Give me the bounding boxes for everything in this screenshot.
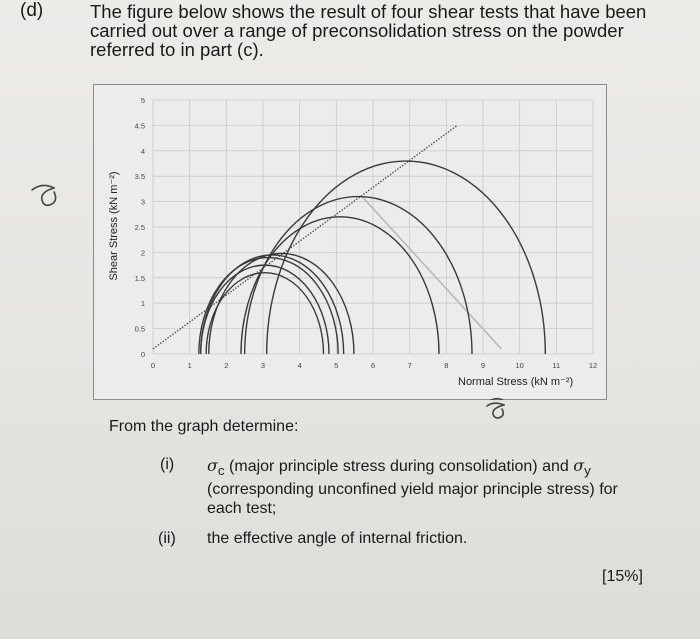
- x-tick-label: 6: [370, 361, 376, 370]
- x-tick-label: 10: [515, 361, 524, 370]
- y-tick-label: 1: [140, 299, 145, 309]
- x-tick-label: 9: [480, 361, 486, 370]
- y-tick-label: 5: [140, 96, 145, 105]
- chart-frame: [94, 85, 607, 400]
- sigma-c-symbol: σ: [207, 456, 218, 475]
- x-tick-label: 0: [150, 361, 156, 370]
- x-tick-label: 2: [224, 361, 229, 370]
- y-tick-label: 3: [140, 197, 145, 207]
- chart-svg: [93, 84, 607, 400]
- question-part-label: (d): [20, 0, 44, 21]
- subpart-i-number: (i): [160, 456, 175, 473]
- subpart-i-text-2: (corresponding unconfined yield major principle stress) for each test;: [207, 481, 618, 518]
- x-tick-label: 7: [407, 361, 412, 370]
- x-tick-label: 8: [444, 361, 449, 370]
- handwritten-sigma-axis-mark: [484, 400, 510, 427]
- x-tick-label: 5: [334, 361, 339, 370]
- subpart-i-text: [207, 456, 647, 518]
- sigma-c-subscript: c: [217, 463, 225, 479]
- x-tick-label: 12: [588, 361, 598, 370]
- sigma-y-symbol: σ: [573, 456, 585, 475]
- x-tick-label: 4: [297, 361, 302, 370]
- y-tick-label: 4.5: [134, 121, 145, 131]
- from-graph-text: From the graph determine:: [109, 418, 299, 435]
- x-tick-label: 1: [187, 361, 192, 370]
- y-tick-label: 1.5: [134, 273, 145, 283]
- y-axis-label: Shear Stress (kN m⁻²): [108, 171, 120, 281]
- shear-test-chart: [93, 84, 607, 400]
- x-tick-label: 11: [552, 361, 561, 370]
- sigma-y-subscript: y: [584, 463, 591, 479]
- subpart-ii-text: the effective angle of internal friction.: [207, 530, 468, 547]
- x-tick-label: 3: [260, 361, 266, 370]
- subpart-i-text-1: (major principle stress during consolidation) and: [224, 458, 574, 475]
- y-tick-label: 4: [140, 146, 145, 156]
- y-tick-label: 0.5: [134, 324, 145, 334]
- x-axis-label: Normal Stress (kN m⁻²): [458, 376, 574, 388]
- marks-label: [15%]: [602, 568, 643, 585]
- handwritten-sigma-mark: [28, 178, 68, 219]
- y-tick-label: 0: [140, 350, 145, 359]
- y-tick-label: 3.5: [134, 172, 145, 182]
- y-tick-label: 2.5: [134, 223, 145, 232]
- subpart-ii-number: (ii): [158, 530, 176, 547]
- question-intro: The figure below shows the result of four shear tests that have been carried out over a range of preconsolidation stress on the powder referred to in part (c).: [90, 1, 647, 60]
- y-tick-label: 2: [140, 248, 145, 258]
